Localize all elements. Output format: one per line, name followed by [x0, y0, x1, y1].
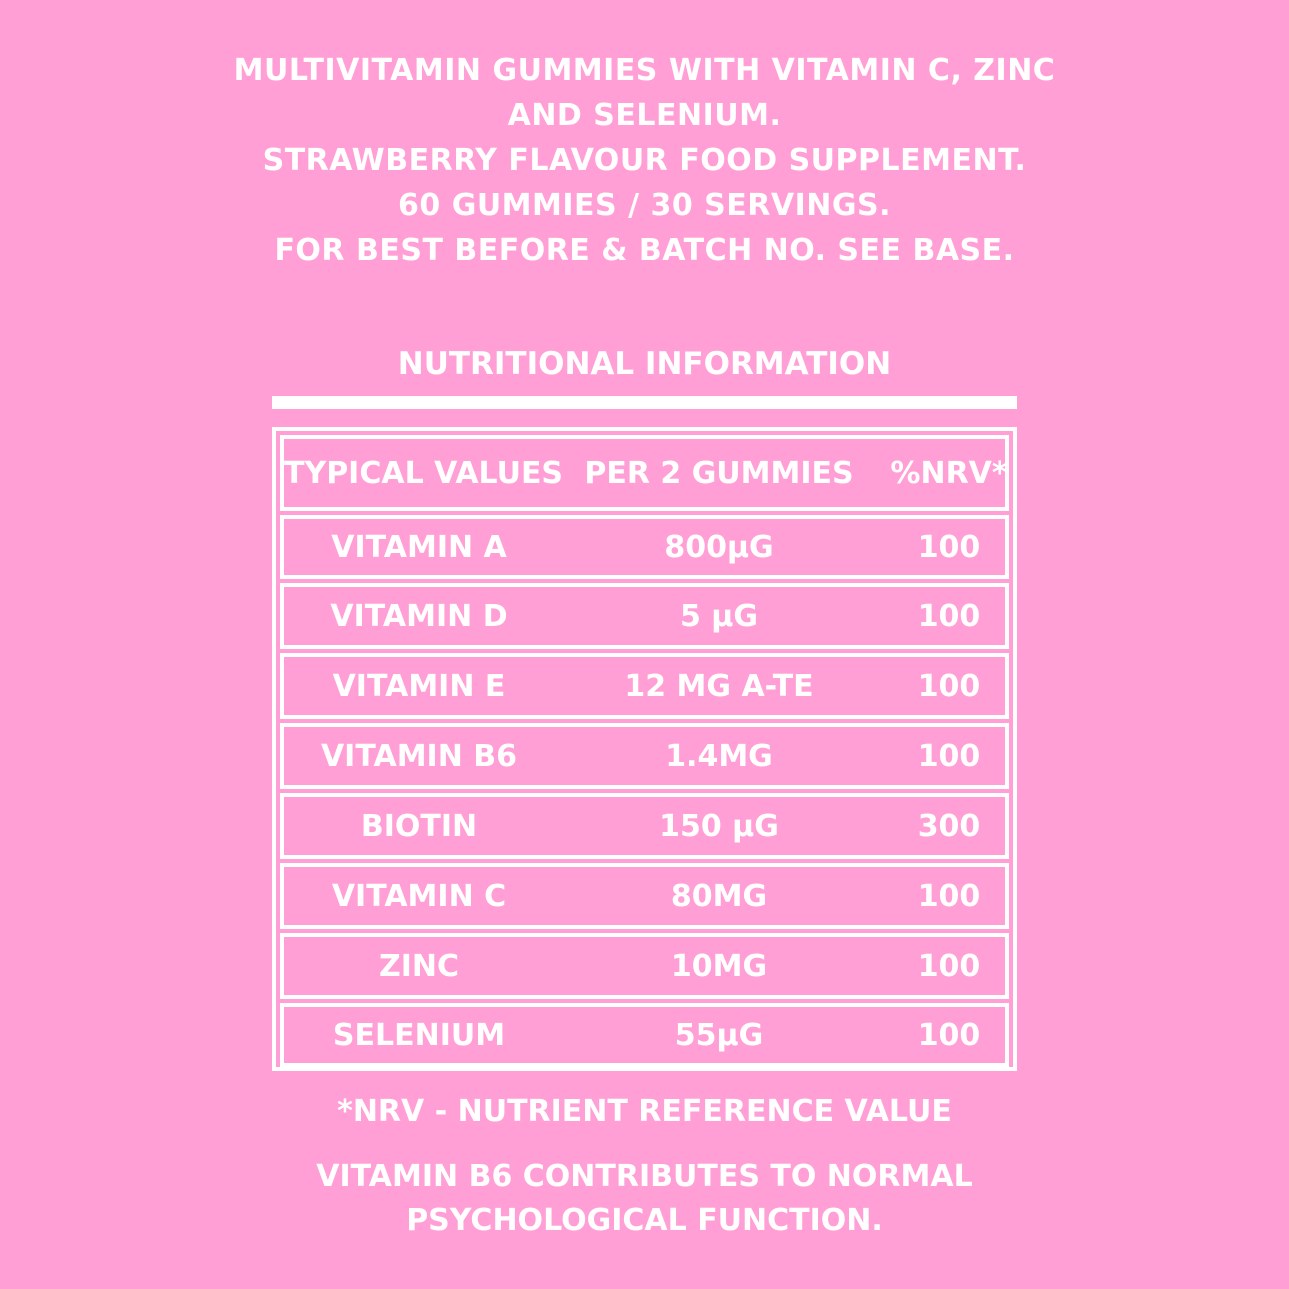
- table-row: [280, 933, 1009, 999]
- nrv-footnote: *NRV - NUTRIENT REFERENCE VALUE: [337, 1094, 952, 1129]
- nutrient-amount: 10MG: [670, 948, 768, 984]
- title-divider-bar: [272, 396, 1017, 409]
- header-typical-values: TYPICAL VALUES: [284, 455, 564, 491]
- nutrition-title: NUTRITIONAL INFORMATION: [397, 346, 892, 382]
- nutrient-name: VITAMIN E: [332, 668, 506, 704]
- table-row: [280, 723, 1009, 789]
- claim-line: PSYCHOLOGICAL FUNCTION.: [406, 1203, 883, 1238]
- nutrient-amount: 5 µG: [679, 598, 759, 634]
- header-per-serving: PER 2 GUMMIES: [584, 455, 854, 491]
- table-row: [280, 515, 1009, 579]
- nutrient-nrv: 100: [917, 529, 981, 565]
- table-header-row: [280, 435, 1009, 511]
- nutrition-table: [272, 427, 1017, 1071]
- health-claim: [0, 1155, 1289, 1243]
- nutrient-amount: 150 µG: [659, 808, 779, 844]
- table-row: [280, 793, 1009, 859]
- intro-line: 60 GUMMIES / 30 SERVINGS.: [398, 188, 891, 223]
- nutrient-nrv: 100: [917, 738, 981, 774]
- table-row: [280, 863, 1009, 929]
- nutrient-nrv: 100: [917, 668, 981, 704]
- nutrient-name: VITAMIN A: [331, 529, 507, 565]
- claim-line: VITAMIN B6 CONTRIBUTES TO NORMAL: [316, 1159, 973, 1194]
- intro-line: MULTIVITAMIN GUMMIES WITH VITAMIN C, ZINC: [233, 53, 1056, 88]
- product-description: [0, 48, 1289, 273]
- nutrient-nrv: 100: [917, 948, 981, 984]
- nutrient-name: VITAMIN D: [330, 598, 508, 634]
- nutrient-name: VITAMIN C: [331, 878, 507, 914]
- table-row: [280, 583, 1009, 649]
- nutrient-amount: 80MG: [670, 878, 768, 914]
- intro-line: FOR BEST BEFORE & BATCH NO. SEE BASE.: [274, 233, 1015, 268]
- header-nrv: %NRV*: [890, 455, 1008, 491]
- nutrient-amount: 1.4MG: [665, 738, 773, 774]
- nutrient-amount: 800µG: [664, 529, 774, 565]
- intro-line: AND SELENIUM.: [507, 98, 782, 133]
- table-row: [280, 653, 1009, 719]
- intro-line: STRAWBERRY FLAVOUR FOOD SUPPLEMENT.: [262, 143, 1027, 178]
- nutrient-amount: 55µG: [674, 1017, 764, 1053]
- nutrient-name: SELENIUM: [332, 1017, 506, 1053]
- nutrient-name: VITAMIN B6: [320, 738, 518, 774]
- nutrient-name: BIOTIN: [360, 808, 478, 844]
- nutrient-nrv: 100: [917, 1017, 981, 1053]
- nutrient-name: ZINC: [378, 948, 460, 984]
- table-row: [280, 1003, 1009, 1067]
- nutrient-nrv: 300: [917, 808, 981, 844]
- nutrient-nrv: 100: [917, 598, 981, 634]
- nutrient-amount: 12 MG A-TE: [624, 668, 814, 704]
- nutrient-nrv: 100: [917, 878, 981, 914]
